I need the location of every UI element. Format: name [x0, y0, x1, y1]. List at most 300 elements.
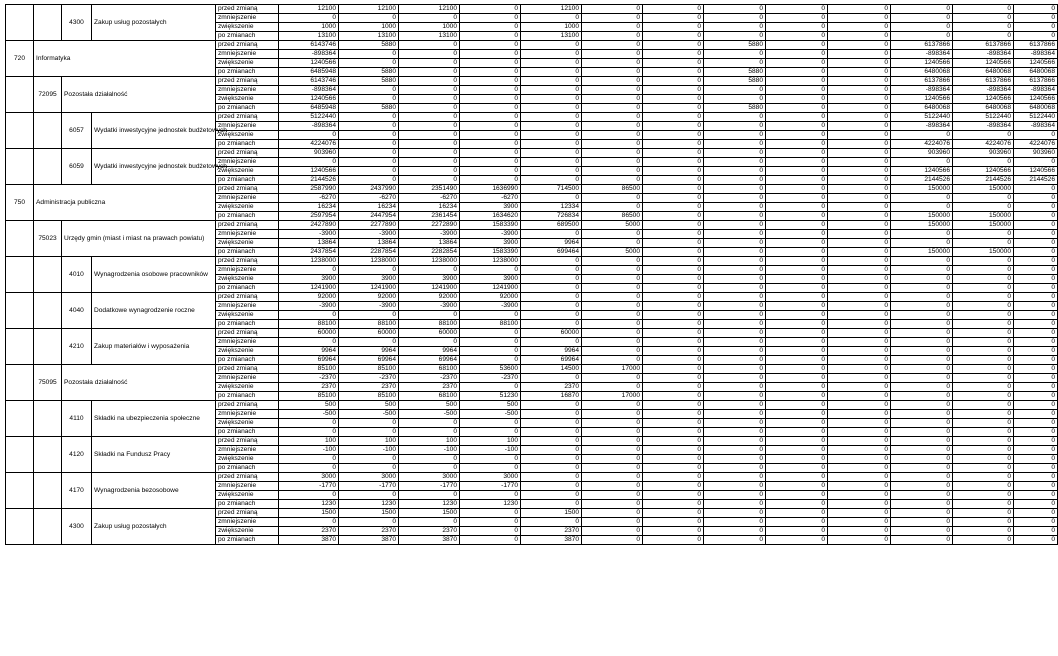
- amount-cell: 0: [891, 23, 953, 32]
- amount-cell: 3870: [339, 536, 399, 545]
- amount-cell: 0: [460, 338, 521, 347]
- amount-cell: 0: [643, 509, 704, 518]
- amount-cell: 0: [1014, 275, 1058, 284]
- amount-cell: 92000: [339, 293, 399, 302]
- amount-cell: 0: [828, 464, 891, 473]
- amount-cell: 1230: [279, 500, 339, 509]
- amount-cell: 0: [643, 14, 704, 23]
- empty-cell: [34, 257, 62, 293]
- amount-cell: 0: [643, 131, 704, 140]
- amount-cell: 150000: [953, 221, 1014, 230]
- amount-cell: 0: [891, 302, 953, 311]
- amount-cell: 5880: [704, 77, 766, 86]
- amount-cell: 0: [891, 320, 953, 329]
- amount-cell: 0: [521, 455, 582, 464]
- amount-cell: 0: [339, 131, 399, 140]
- amount-cell: 0: [339, 311, 399, 320]
- amount-cell: 0: [828, 455, 891, 464]
- amount-cell: 0: [953, 131, 1014, 140]
- amount-cell: 0: [828, 419, 891, 428]
- amount-cell: 0: [521, 284, 582, 293]
- amount-cell: 0: [1014, 32, 1058, 41]
- amount-cell: 1238000: [339, 257, 399, 266]
- amount-cell: 0: [339, 464, 399, 473]
- amount-cell: 0: [766, 86, 828, 95]
- amount-cell: 0: [766, 95, 828, 104]
- amount-cell: -2370: [399, 374, 460, 383]
- amount-cell: 0: [828, 158, 891, 167]
- amount-cell: 0: [891, 338, 953, 347]
- amount-cell: 0: [399, 464, 460, 473]
- amount-cell: 13864: [279, 239, 339, 248]
- amount-cell: 0: [582, 527, 643, 536]
- amount-cell: 60000: [399, 329, 460, 338]
- amount-cell: 0: [828, 446, 891, 455]
- amount-cell: 0: [399, 311, 460, 320]
- amount-cell: 6480068: [1014, 104, 1058, 113]
- amount-cell: 0: [582, 347, 643, 356]
- amount-cell: 0: [891, 347, 953, 356]
- amount-cell: 0: [828, 266, 891, 275]
- amount-cell: -100: [460, 446, 521, 455]
- amount-cell: 0: [766, 374, 828, 383]
- amount-cell: 0: [704, 293, 766, 302]
- amount-cell: 0: [1014, 194, 1058, 203]
- amount-cell: 0: [891, 311, 953, 320]
- amount-cell: 0: [582, 203, 643, 212]
- amount-cell: 0: [828, 275, 891, 284]
- amount-cell: 0: [828, 509, 891, 518]
- amount-cell: 0: [891, 491, 953, 500]
- amount-cell: 0: [279, 491, 339, 500]
- amount-cell: 0: [582, 59, 643, 68]
- amount-cell: 0: [704, 428, 766, 437]
- amount-cell: 0: [828, 32, 891, 41]
- amount-cell: 0: [643, 374, 704, 383]
- amount-cell: 0: [582, 50, 643, 59]
- amount-cell: 0: [643, 329, 704, 338]
- amount-cell: 0: [460, 491, 521, 500]
- amount-cell: 0: [643, 347, 704, 356]
- amount-cell: 6137866: [1014, 41, 1058, 50]
- amount-cell: 9964: [521, 239, 582, 248]
- amount-cell: 0: [704, 383, 766, 392]
- amount-cell: -1770: [279, 482, 339, 491]
- amount-cell: 1240566: [953, 59, 1014, 68]
- amount-cell: 0: [643, 455, 704, 464]
- amount-cell: 0: [704, 482, 766, 491]
- amount-cell: 0: [704, 95, 766, 104]
- amount-cell: 0: [643, 68, 704, 77]
- amount-cell: 0: [828, 185, 891, 194]
- amount-cell: 0: [704, 248, 766, 257]
- amount-cell: 0: [953, 464, 1014, 473]
- amount-cell: 0: [339, 14, 399, 23]
- amount-cell: 0: [643, 248, 704, 257]
- amount-cell: 0: [828, 311, 891, 320]
- amount-cell: 100: [279, 437, 339, 446]
- amount-cell: 0: [339, 95, 399, 104]
- amount-cell: 12334: [521, 203, 582, 212]
- amount-cell: 0: [399, 14, 460, 23]
- amount-cell: -100: [399, 446, 460, 455]
- amount-cell: 0: [643, 536, 704, 545]
- amount-cell: 0: [521, 140, 582, 149]
- amount-cell: 0: [766, 536, 828, 545]
- row-label: zmniejszenie: [216, 158, 279, 167]
- amount-cell: 0: [460, 536, 521, 545]
- amount-cell: 2370: [521, 383, 582, 392]
- amount-cell: 0: [953, 473, 1014, 482]
- section-code: 750: [6, 185, 34, 221]
- amount-cell: 0: [953, 266, 1014, 275]
- row-label: po zmianach: [216, 284, 279, 293]
- amount-cell: 0: [339, 428, 399, 437]
- row-label: przed zmianą: [216, 365, 279, 374]
- amount-cell: 0: [460, 122, 521, 131]
- amount-cell: 0: [582, 446, 643, 455]
- amount-cell: 0: [828, 203, 891, 212]
- amount-cell: 0: [766, 59, 828, 68]
- amount-cell: 0: [953, 536, 1014, 545]
- amount-cell: 0: [891, 266, 953, 275]
- empty-cell: [6, 113, 34, 149]
- amount-cell: 0: [828, 113, 891, 122]
- amount-cell: 0: [582, 239, 643, 248]
- amount-cell: 0: [766, 266, 828, 275]
- amount-cell: 4224076: [891, 140, 953, 149]
- amount-cell: 0: [704, 527, 766, 536]
- amount-cell: 0: [953, 410, 1014, 419]
- amount-cell: 0: [582, 140, 643, 149]
- amount-cell: 0: [828, 122, 891, 131]
- amount-cell: 92000: [399, 293, 460, 302]
- amount-cell: 0: [521, 320, 582, 329]
- amount-cell: 86500: [582, 185, 643, 194]
- amount-cell: 0: [828, 221, 891, 230]
- amount-cell: 0: [339, 149, 399, 158]
- amount-cell: 0: [828, 140, 891, 149]
- row-label: po zmianach: [216, 536, 279, 545]
- empty-cell: [34, 329, 62, 365]
- amount-cell: 14500: [521, 365, 582, 374]
- amount-cell: 689500: [521, 221, 582, 230]
- amount-cell: 0: [399, 266, 460, 275]
- amount-cell: 0: [582, 428, 643, 437]
- amount-cell: 12100: [339, 5, 399, 14]
- amount-cell: 0: [953, 14, 1014, 23]
- amount-cell: 0: [828, 167, 891, 176]
- amount-cell: 0: [891, 410, 953, 419]
- amount-cell: 0: [828, 338, 891, 347]
- amount-cell: 0: [460, 455, 521, 464]
- amount-cell: -898364: [279, 50, 339, 59]
- amount-cell: 0: [521, 176, 582, 185]
- amount-cell: 0: [828, 68, 891, 77]
- amount-cell: 0: [704, 311, 766, 320]
- row-label: zmniejszenie: [216, 122, 279, 131]
- amount-cell: 6485948: [279, 68, 339, 77]
- amount-cell: 0: [460, 419, 521, 428]
- amount-cell: 0: [953, 365, 1014, 374]
- amount-cell: 3900: [460, 239, 521, 248]
- amount-cell: 5122440: [953, 113, 1014, 122]
- amount-cell: 0: [643, 293, 704, 302]
- amount-cell: 0: [953, 428, 1014, 437]
- amount-cell: -3900: [279, 230, 339, 239]
- amount-cell: 0: [953, 320, 1014, 329]
- empty-cell: [34, 473, 62, 509]
- row-label: zmniejszenie: [216, 482, 279, 491]
- amount-cell: 0: [891, 446, 953, 455]
- row-label: przed zmianą: [216, 41, 279, 50]
- amount-cell: 0: [704, 347, 766, 356]
- amount-cell: 16870: [521, 392, 582, 401]
- amount-cell: 0: [704, 536, 766, 545]
- amount-cell: 0: [643, 50, 704, 59]
- amount-cell: 0: [521, 491, 582, 500]
- amount-cell: 0: [460, 266, 521, 275]
- amount-cell: 0: [643, 338, 704, 347]
- amount-cell: 2370: [279, 383, 339, 392]
- amount-cell: 12100: [279, 5, 339, 14]
- amount-cell: 0: [399, 104, 460, 113]
- row-label: zmniejszenie: [216, 266, 279, 275]
- paragraph-code: 4120: [62, 437, 92, 473]
- amount-cell: 0: [339, 167, 399, 176]
- row-label: przed zmianą: [216, 149, 279, 158]
- row-label: zwiększenie: [216, 275, 279, 284]
- amount-cell: 150000: [891, 221, 953, 230]
- amount-cell: 0: [521, 428, 582, 437]
- row-label: po zmianach: [216, 176, 279, 185]
- row-label: zwiększenie: [216, 383, 279, 392]
- section-name: Administracja publiczna: [34, 185, 216, 221]
- amount-cell: 0: [891, 230, 953, 239]
- amount-cell: 0: [766, 167, 828, 176]
- amount-cell: 0: [828, 230, 891, 239]
- amount-cell: 0: [891, 239, 953, 248]
- amount-cell: 0: [643, 149, 704, 158]
- amount-cell: 0: [828, 374, 891, 383]
- amount-cell: 150000: [891, 212, 953, 221]
- empty-cell: [6, 221, 34, 257]
- amount-cell: 0: [828, 473, 891, 482]
- amount-cell: -6270: [460, 194, 521, 203]
- empty-cell: [34, 293, 62, 329]
- row-label: zmniejszenie: [216, 446, 279, 455]
- amount-cell: 0: [828, 410, 891, 419]
- amount-cell: -6270: [399, 194, 460, 203]
- amount-cell: 0: [643, 419, 704, 428]
- row-label: po zmianach: [216, 500, 279, 509]
- amount-cell: 0: [460, 95, 521, 104]
- amount-cell: -898364: [279, 86, 339, 95]
- amount-cell: 0: [766, 401, 828, 410]
- row-label: zwiększenie: [216, 311, 279, 320]
- amount-cell: 6143746: [279, 77, 339, 86]
- amount-cell: 0: [704, 446, 766, 455]
- amount-cell: 0: [399, 68, 460, 77]
- row-label: przed zmianą: [216, 329, 279, 338]
- amount-cell: 6137866: [953, 77, 1014, 86]
- amount-cell: 0: [704, 185, 766, 194]
- amount-cell: 0: [766, 437, 828, 446]
- amount-cell: 0: [766, 419, 828, 428]
- empty-cell: [6, 293, 34, 329]
- amount-cell: 0: [953, 509, 1014, 518]
- amount-cell: 0: [766, 248, 828, 257]
- amount-cell: 0: [643, 212, 704, 221]
- row-label: zmniejszenie: [216, 410, 279, 419]
- amount-cell: -500: [460, 410, 521, 419]
- amount-cell: 0: [766, 464, 828, 473]
- empty-cell: [34, 437, 62, 473]
- amount-cell: 2287854: [339, 248, 399, 257]
- amount-cell: 0: [521, 95, 582, 104]
- amount-cell: 0: [828, 149, 891, 158]
- amount-cell: 1240566: [279, 167, 339, 176]
- amount-cell: 0: [521, 86, 582, 95]
- amount-cell: 0: [828, 392, 891, 401]
- row-label: zwiększenie: [216, 455, 279, 464]
- amount-cell: 0: [582, 374, 643, 383]
- amount-cell: 0: [399, 86, 460, 95]
- paragraph-name: Dodatkowe wynagrodzenie roczne: [92, 293, 216, 329]
- amount-cell: 0: [1014, 392, 1058, 401]
- amount-cell: 2144526: [279, 176, 339, 185]
- amount-cell: 85100: [339, 365, 399, 374]
- amount-cell: 0: [582, 482, 643, 491]
- amount-cell: 2282854: [399, 248, 460, 257]
- amount-cell: 0: [582, 104, 643, 113]
- amount-cell: 0: [399, 131, 460, 140]
- amount-cell: 0: [460, 149, 521, 158]
- amount-cell: 0: [1014, 293, 1058, 302]
- amount-cell: 0: [828, 518, 891, 527]
- amount-cell: 0: [521, 500, 582, 509]
- table-row: [6, 257, 1058, 266]
- amount-cell: 53600: [460, 365, 521, 374]
- row-label: zmniejszenie: [216, 230, 279, 239]
- amount-cell: 85100: [279, 365, 339, 374]
- amount-cell: 0: [1014, 509, 1058, 518]
- amount-cell: 0: [643, 446, 704, 455]
- amount-cell: 6480068: [953, 68, 1014, 77]
- amount-cell: 0: [643, 500, 704, 509]
- amount-cell: 13100: [279, 32, 339, 41]
- amount-cell: 0: [766, 176, 828, 185]
- amount-cell: 0: [643, 194, 704, 203]
- amount-cell: 69964: [339, 356, 399, 365]
- amount-cell: 0: [704, 221, 766, 230]
- amount-cell: 0: [953, 347, 1014, 356]
- amount-cell: 0: [460, 329, 521, 338]
- amount-cell: 0: [582, 320, 643, 329]
- amount-cell: 0: [582, 356, 643, 365]
- amount-cell: 3870: [399, 536, 460, 545]
- amount-cell: 69964: [399, 356, 460, 365]
- amount-cell: 0: [704, 86, 766, 95]
- amount-cell: 0: [460, 167, 521, 176]
- amount-cell: 0: [643, 464, 704, 473]
- amount-cell: 16234: [279, 203, 339, 212]
- amount-cell: 0: [766, 77, 828, 86]
- amount-cell: 1240566: [279, 59, 339, 68]
- amount-cell: -3900: [460, 230, 521, 239]
- amount-cell: 0: [521, 338, 582, 347]
- amount-cell: 0: [521, 419, 582, 428]
- paragraph-code: 4010: [62, 257, 92, 293]
- amount-cell: 9964: [521, 347, 582, 356]
- amount-cell: 0: [1014, 212, 1058, 221]
- amount-cell: 3870: [279, 536, 339, 545]
- row-label: po zmianach: [216, 428, 279, 437]
- amount-cell: 0: [704, 5, 766, 14]
- amount-cell: 0: [766, 293, 828, 302]
- amount-cell: 0: [891, 455, 953, 464]
- amount-cell: 3000: [339, 473, 399, 482]
- table-row: [6, 473, 1058, 482]
- amount-cell: 0: [953, 203, 1014, 212]
- amount-cell: 0: [828, 302, 891, 311]
- row-label: po zmianach: [216, 248, 279, 257]
- amount-cell: 0: [521, 59, 582, 68]
- amount-cell: 92000: [279, 293, 339, 302]
- amount-cell: 17000: [582, 365, 643, 374]
- amount-cell: 9964: [399, 347, 460, 356]
- paragraph-name: Składki na ubezpieczenia społeczne: [92, 401, 216, 437]
- amount-cell: 0: [521, 158, 582, 167]
- amount-cell: 5880: [339, 41, 399, 50]
- amount-cell: 0: [339, 158, 399, 167]
- amount-cell: 0: [704, 491, 766, 500]
- paragraph-name: Składki na Fundusz Pracy: [92, 437, 216, 473]
- empty-cell: [6, 473, 34, 509]
- amount-cell: 0: [460, 59, 521, 68]
- amount-cell: -898364: [1014, 86, 1058, 95]
- amount-cell: 0: [643, 473, 704, 482]
- amount-cell: 0: [1014, 284, 1058, 293]
- paragraph-code: 4170: [62, 473, 92, 509]
- amount-cell: 500: [399, 401, 460, 410]
- empty-cell: [6, 77, 34, 113]
- amount-cell: 0: [643, 491, 704, 500]
- amount-cell: 0: [766, 14, 828, 23]
- amount-cell: 0: [521, 410, 582, 419]
- row-label: przed zmianą: [216, 77, 279, 86]
- amount-cell: 0: [1014, 437, 1058, 446]
- amount-cell: 0: [643, 23, 704, 32]
- amount-cell: 1240566: [891, 95, 953, 104]
- amount-cell: 903960: [953, 149, 1014, 158]
- amount-cell: 0: [704, 437, 766, 446]
- amount-cell: 0: [339, 419, 399, 428]
- row-label: przed zmianą: [216, 293, 279, 302]
- amount-cell: 0: [582, 293, 643, 302]
- amount-cell: 0: [460, 527, 521, 536]
- amount-cell: 0: [766, 473, 828, 482]
- row-label: po zmianach: [216, 68, 279, 77]
- amount-cell: 0: [828, 347, 891, 356]
- amount-cell: 0: [582, 473, 643, 482]
- amount-cell: 2370: [399, 383, 460, 392]
- amount-cell: 60000: [339, 329, 399, 338]
- amount-cell: 0: [704, 59, 766, 68]
- amount-cell: 0: [582, 509, 643, 518]
- amount-cell: 0: [704, 401, 766, 410]
- amount-cell: 5880: [339, 77, 399, 86]
